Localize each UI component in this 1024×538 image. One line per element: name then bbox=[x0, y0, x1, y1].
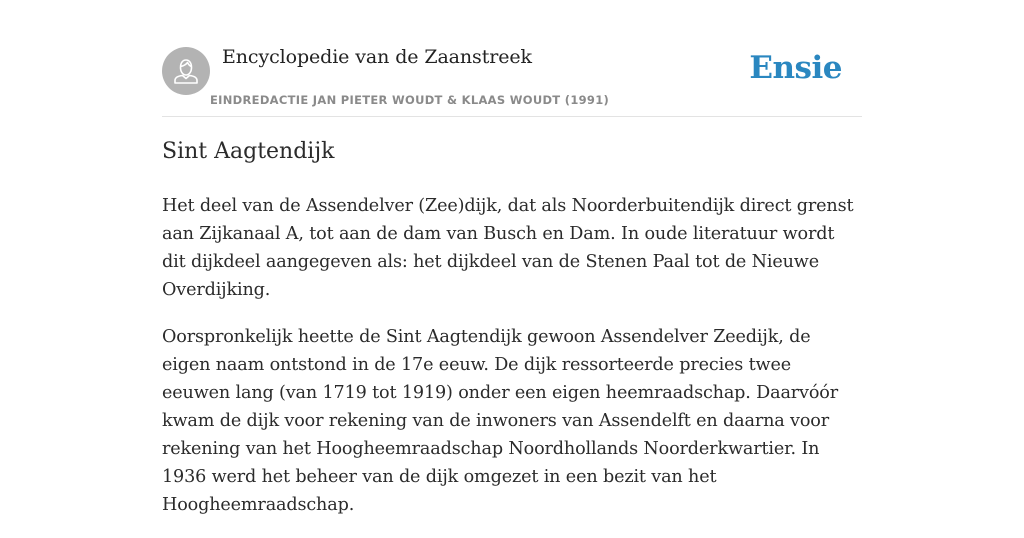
article-body bbox=[162, 192, 862, 538]
avatar bbox=[162, 47, 210, 95]
article-title: Sint Aagtendijk bbox=[162, 139, 335, 164]
page bbox=[162, 0, 862, 515]
article-paragraph: Het deel van de Assendelver (Zee)dijk, dat als Noorderbuitendijk direct grenst aan Zijkanaal A, tot aan de dam van Busch en Dam. In oude literatuur wordt dit dijkdeel aangegeven als: het dijkdeel van de Stenen Paal tot de Nieuwe Overdijking. bbox=[162, 196, 854, 300]
ensie-logo[interactable]: Ensie bbox=[749, 50, 842, 86]
source-title[interactable]: Encyclopedie van de Zaanstreek bbox=[222, 46, 532, 68]
article-paragraph: Oorspronkelijk heette de Sint Aagtendijk gewoon Assendelver Zeedijk, de eigen naam ontstond in de 17e eeuw. De dijk ressorteerde precies twee eeuwen lang (van 1719 tot 1919) onder een eigen heemraadschap. Daarvóór kwam de dijk voor rekening van de inwoners van Assendelft en daarna voor rekening van het Hoogheemraadschap Noordhollands Noorderkwartier. In 1936 werd het beheer van de dijk omgezet in een bezit van het Hoogheemraadschap. bbox=[162, 327, 838, 515]
source-editors: EINDREDACTIE JAN PIETER WOUDT & KLAAS WOUDT (1991) bbox=[210, 93, 610, 107]
user-icon bbox=[162, 47, 210, 95]
source-header bbox=[162, 0, 862, 117]
